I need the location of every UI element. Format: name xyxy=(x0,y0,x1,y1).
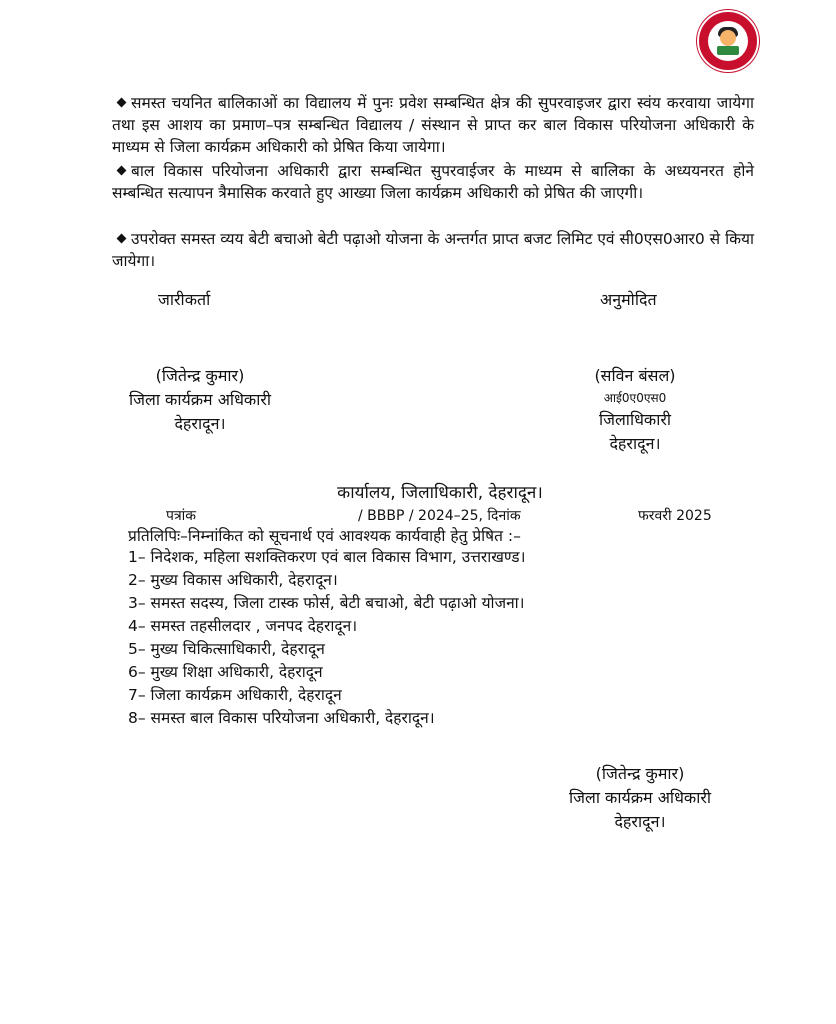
girl-face-icon xyxy=(720,30,736,46)
footer-place: देहरादून। xyxy=(614,812,666,831)
bullet-icon xyxy=(117,234,127,244)
office-title: कार्यालय, जिलाधिकारी, देहरादून। xyxy=(337,483,543,503)
approver-designation: जिलाधिकारी xyxy=(598,410,672,429)
approver-service: आई0ए0एस0 xyxy=(603,391,667,405)
issuer-name: (जितेन्द्र कुमार) xyxy=(155,366,245,385)
bullet-icon xyxy=(117,166,127,176)
list-item: 1– निदेशक, महिला सशक्तिकरण एवं बाल विकास विभाग, उत्तराखण्ड। xyxy=(128,548,526,566)
list-item: 7– जिला कार्यक्रम अधिकारी, देहरादून xyxy=(128,686,342,704)
reference-label: पत्रांक xyxy=(166,508,197,524)
footer-designation: जिला कार्यक्रम अधिकारी xyxy=(568,788,712,807)
logo-inner xyxy=(708,21,748,61)
paragraph-3-text: उपरोक्त समस्त व्यय बेटी बचाओ बेटी पढ़ाओ योजना के अन्तर्गत प्राप्त बजट लिमिट एवं सी0एस0आर0 से किया जायेगा। xyxy=(112,230,755,270)
copy-list xyxy=(128,546,525,730)
beti-bachao-logo xyxy=(697,10,759,72)
footer-signature xyxy=(540,762,740,834)
list-item: 5– मुख्य चिकित्साधिकारी, देहरादून xyxy=(128,640,325,658)
book-icon xyxy=(717,46,739,55)
paragraph-1 xyxy=(112,92,754,158)
approver-signature xyxy=(540,364,730,456)
list-item: 6– मुख्य शिक्षा अधिकारी, देहरादून xyxy=(128,663,323,681)
list-item: 3– समस्त सदस्य, जिला टास्क फोर्स, बेटी बचाओ, बेटी पढ़ाओ योजना। xyxy=(128,594,525,612)
bullet-icon xyxy=(117,98,127,108)
paragraph-3 xyxy=(112,228,754,272)
paragraph-1-text: समस्त चयनित बालिकाओं का विद्यालय में पुनः प्रवेश सम्बन्धित क्षेत्र की सुपरवाइजर द्वारा स्वंय करवाया जायेगा तथा इस आशय का प्रमाण–पत्र सम्बन्धित विद्यालय / संस्थान से प्राप्त कर बाल विकास परियोजना अधिकारी के माध्यम से जिला कार्यक्रम अधिकारी को प्रेषित किया जायेगा। xyxy=(112,94,754,156)
paragraph-2 xyxy=(112,160,754,204)
reference-number: / BBBP / 2024–25, दिनांक xyxy=(358,508,521,524)
list-item: 2– मुख्य विकास अधिकारी, देहरादून। xyxy=(128,571,338,589)
list-item: 8– समस्त बाल विकास परियोजना अधिकारी, देहरादून। xyxy=(128,709,435,727)
approver-heading: अनुमोदित xyxy=(600,290,657,309)
approver-name: (सविन बंसल) xyxy=(594,366,676,385)
issuer-heading: जारीकर्ता xyxy=(158,290,211,309)
approver-place: देहरादून। xyxy=(609,434,661,453)
paragraph-2-text: बाल विकास परियोजना अधिकारी द्वारा सम्बन्धित सुपरवाईजर के माध्यम से बालिका के अध्ययनरत होने सम्बन्धित सत्यापन त्रैमासिक करवाते हुए आख्या जिला कार्यक्रम अधिकारी को प्रेषित की जाएगी। xyxy=(112,162,754,202)
copy-heading: प्रतिलिपिः–निम्नांकित को सूचनार्थ एवं आवश्यक कार्यवाही हेतु प्रेषित :– xyxy=(128,527,521,545)
footer-name: (जितेन्द्र कुमार) xyxy=(595,764,685,783)
list-item: 4– समस्त तहसीलदार , जनपद देहरादून। xyxy=(128,617,358,635)
issuer-signature xyxy=(100,364,300,436)
issuer-place: देहरादून। xyxy=(174,414,226,433)
reference-date: फरवरी 2025 xyxy=(638,508,712,524)
issuer-designation: जिला कार्यक्रम अधिकारी xyxy=(128,390,272,409)
